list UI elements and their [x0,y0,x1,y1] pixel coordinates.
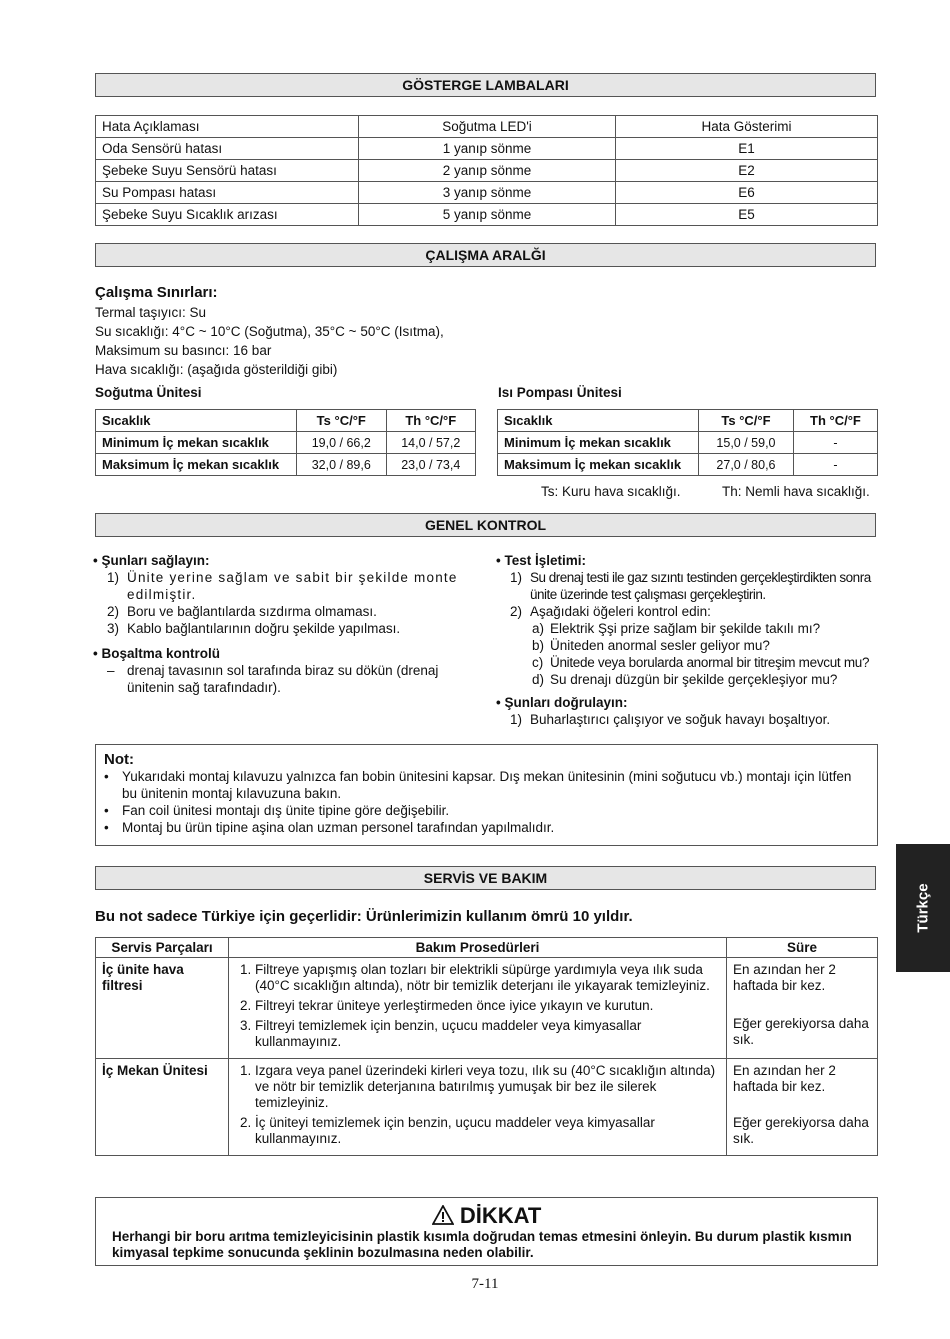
list-item: 2) Aşağıdaki öğeleri kontrol edin: [510,604,711,619]
table-cell: Şebeke Suyu Sensörü hatası [96,160,359,182]
page-number: 7-11 [471,1276,499,1292]
table-header-cell: Servis Parçaları [96,938,229,958]
table-cell: 3 yanıp sönme [359,182,616,204]
table-header-cell: Süre [727,938,878,958]
table-cell: Oda Sensörü hatası [96,138,359,160]
list-item: 1. Izgara veya panel üzerindeki kirleri veya tozu, ılık su (40°C sıcaklığın altında) ve nötr bir temizlik deterjanına batırılmış yumuşak bir bez ile silerek temizleyiniz. [255,1063,720,1111]
bullet-icon: • [496,695,505,710]
table-cell: E6 [616,182,878,204]
limits-title: Çalışma Sınırları: [95,284,218,301]
ensure-bullet: • Şunları sağlayın: [93,553,210,568]
table-header-row [96,116,878,138]
table-header-cell: Hata Gösterimi [616,116,878,138]
list-item: 1) Su drenaj testi ile gaz sızıntı testinden gerçekleştirdikten sonra ünite üzerinde test çalışması gerçekleştirin. [510,570,871,602]
period-text: Eğer gerekiyorsa daha sık. [733,1016,869,1047]
limits-line: Termal taşıyıcı: Su [95,305,207,320]
list-item: b) Üniteden anormal sesler geliyor mu? [532,638,770,653]
table-cell: 14,0 / 57,2 [386,432,476,454]
indicator-table [95,115,878,226]
list-item: 3. Filtreyi temizlemek için benzin, uçucu maddeler veya kimyasallar kullanmayınız. [255,1018,720,1050]
period-text: En azından her 2 haftada bir kez. [733,962,836,993]
list-item: c) Ünitede veya borularda anormal bir titreşim mevcut mu? [532,655,870,670]
cooling-unit-table [95,409,476,476]
table-cell: Maksimum İç mekan sıcaklık [498,454,699,476]
verify-bullet: • Şunları doğrulayın: [496,695,628,710]
table-header-cell: Sıcaklık [498,410,699,432]
list-item: a) Elektrik Şşi prize sağlam bir şekilde takılı mı? [532,621,821,636]
warning-icon [432,1205,454,1225]
list-item: • Yukarıdaki montaj kılavuzu yalnızca fan bobin ünitesini kapsar. Dış mekan ünitesinin (mini soğutucu vb.) montajı için lütfen bu ünitenin montaj kılavuzuna bakın. [104,769,852,801]
table-cell: - [793,432,877,454]
bullet-icon: • [104,769,109,784]
table-cell: 23,0 / 73,4 [386,454,476,476]
table-row [96,160,878,182]
table-header-cell: Th °C/°F [386,410,476,432]
caution-text: Herhangi bir boru arıtma temizleyicisinin plastik kısımla doğrudan temas etmesini önleyin. Bu durum plastik kısmın kimyasal tepkime sonucunda şeklinin bozulmasına neden olabilir. [112,1229,852,1260]
list-item: 1) Ünite yerine sağlam ve sabit bir şekilde monte edilmiştir. [107,570,458,602]
list-item: 3) Kablo bağlantılarının doğru şekilde yapılması. [107,621,401,636]
table-row [96,432,476,454]
general-left-column [93,552,478,696]
list-item: 2. İç üniteyi temizlemek için benzin, uçucu maddeler veya kimyasallar kullanmayınız. [255,1115,720,1147]
period-text: En azından her 2 haftada bir kez. [733,1063,836,1094]
general-right-column [496,552,881,728]
th-note: Th: Nemli hava sıcaklığı. [722,484,870,499]
limits-line: Hava sıcaklığı: (aşağıda gösterildiği gibi) [95,362,338,377]
table-cell: 2 yanıp sönme [359,160,616,182]
heatpump-unit-table [497,409,878,476]
table-cell: 5 yanıp sönme [359,204,616,226]
list-item: 2. Filtreyi tekrar üniteye yerleştirmeden önce iyice yıkayın ve kurutun. [255,998,720,1014]
table-cell: Minimum İç mekan sıcaklık [96,432,297,454]
bullet-icon: • [496,553,505,568]
table-cell: İç Mekan Ünitesi [96,1059,229,1156]
table-cell: Maksimum İç mekan sıcaklık [96,454,297,476]
table-header-cell: Bakım Prosedürleri [229,938,727,958]
table-cell [229,958,727,1059]
table-header-row [96,410,476,432]
indicator-section-title: GÖSTERGE LAMBALARI [95,73,876,97]
test-run-bullet: • Test İşletimi: [496,553,587,568]
list-item: 1. Filtreye yapışmış olan tozları bir elektrikli süpürge yardımıyla veya ılık suda (40°C sıcaklığın altında), nötr bir temizlik deterjanı ile yıkayarak temizleyiniz. [255,962,720,994]
table-row [96,958,878,1059]
table-cell: E2 [616,160,878,182]
list-item: • Montaj bu ürün tipine aşina olan uzman personel tarafından yapılmalıdır. [104,820,555,835]
table-cell: İç ünite hava filtresi [96,958,229,1059]
bullet-icon: • [93,553,102,568]
table-row [96,138,878,160]
caution-heading: DİKKAT [96,1204,877,1228]
table-cell: - [793,454,877,476]
service-table [95,937,878,1156]
table-cell: 19,0 / 66,2 [297,432,387,454]
bullet-icon: • [104,820,109,835]
table-header-cell: Ts °C/°F [699,410,794,432]
note-title: Not: [104,751,134,768]
bullet-icon: • [93,646,102,661]
range-section-title: ÇALIŞMA ARALĞI [95,243,876,267]
table-cell: 1 yanıp sönme [359,138,616,160]
table-cell: E1 [616,138,878,160]
cooling-unit-title: Soğutma Ünitesi [95,385,202,400]
general-section-title: GENEL KONTROL [95,513,876,537]
list-item: 2) Boru ve bağlantılarda sızdırma olmaması. [107,604,377,619]
table-cell [229,1059,727,1156]
bullet-icon: • [104,803,109,818]
list-item: 1) Buharlaştırıcı çalışıyor ve soğuk havayı boşaltıyor. [510,712,831,727]
table-header-row [96,938,878,958]
table-cell: E5 [616,204,878,226]
caution-box [95,1197,878,1266]
table-header-cell: Soğutma LED'i [359,116,616,138]
table-cell: Su Pompası hatası [96,182,359,204]
table-cell: Şebeke Suyu Sıcaklık arızası [96,204,359,226]
table-row [498,454,878,476]
table-header-row [498,410,878,432]
table-cell: 15,0 / 59,0 [699,432,794,454]
table-row [96,204,878,226]
period-text: Eğer gerekiyorsa daha sık. [733,1115,869,1146]
note-box [95,744,878,846]
table-cell: Minimum İç mekan sıcaklık [498,432,699,454]
drain-check-bullet: • Boşaltma kontrolü [93,646,220,661]
table-row [96,182,878,204]
table-header-cell: Th °C/°F [793,410,877,432]
table-cell: 32,0 / 89,6 [297,454,387,476]
table-row [96,454,476,476]
table-header-cell: Ts °C/°F [297,410,387,432]
limits-text [95,303,444,379]
table-header-cell: Sıcaklık [96,410,297,432]
limits-line: Su sıcaklığı: 4°C ~ 10°C (Soğutma), 35°C ~ 50°C (Isıtma), [95,324,444,339]
service-section-title: SERVİS VE BAKIM [95,866,876,890]
list-item: d) Su drenajı düzgün bir şekilde gerçekleşiyor mu? [532,672,838,687]
table-row [498,432,878,454]
table-header-cell: Hata Açıklaması [96,116,359,138]
language-side-tab: Türkçe [896,844,950,972]
table-row [96,1059,878,1156]
table-cell: 27,0 / 80,6 [699,454,794,476]
heatpump-unit-title: Isı Pompası Ünitesi [498,385,622,400]
list-item: – drenaj tavasının sol tarafında biraz su dökün (drenaj ünitenin sağ tarafındadır). [107,663,439,695]
ts-note: Ts: Kuru hava sıcaklığı. [541,484,681,499]
list-item: • Fan coil ünitesi montajı dış ünite tipine göre değişebilir. [104,803,450,818]
table-cell [727,958,878,1059]
table-cell [727,1059,878,1156]
limits-line: Maksimum su basıncı: 16 bar [95,343,272,358]
turkey-lifetime-note: Bu not sadece Türkiye için geçerlidir: Ürünlerimizin kullanım ömrü 10 yıldır. [95,908,633,925]
